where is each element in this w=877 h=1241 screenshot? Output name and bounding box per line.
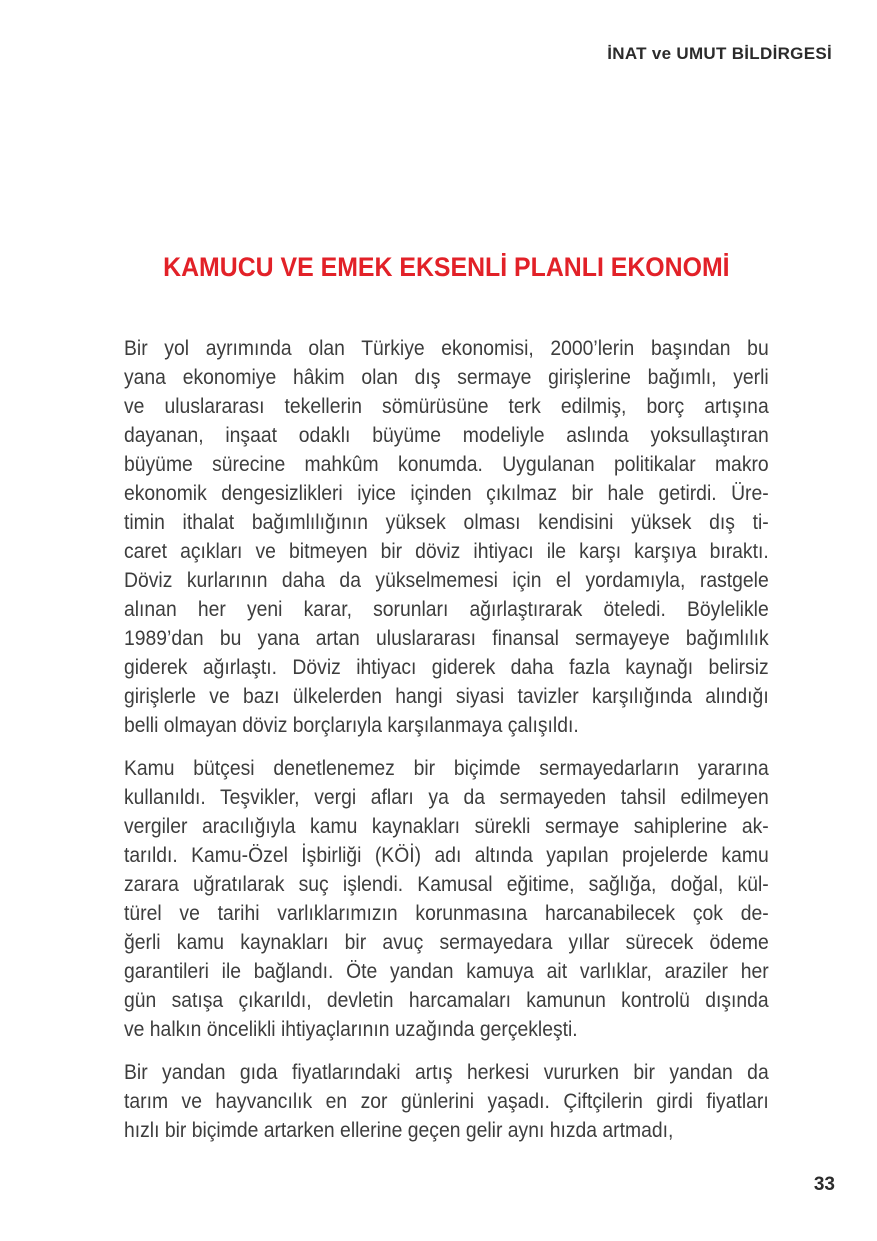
text-line: yana ekonomiye hâkim olan dış sermaye girişlerine bağımlı, yerli xyxy=(124,366,769,389)
text-line: timin ithalat bağımlılığının yüksek olması kendisini yüksek dış ti- xyxy=(124,511,769,534)
text-line: tarıldı. Kamu-Özel İşbirliği (KÖİ) adı altında yapılan projelerde kamu xyxy=(124,844,769,867)
text-line: vergiler aracılığıyla kamu kaynakları sürekli sermaye sahiplerine ak- xyxy=(124,815,769,838)
text-line: 1989’dan bu yana artan uluslararası finansal sermayeye bağımlılık xyxy=(124,627,769,650)
text-line: gün satışa çıkarıldı, devletin harcamaları kamunun kontrolü dışında xyxy=(124,989,769,1012)
text-line: Döviz kurlarının daha da yükselmemesi için el yordamıyla, rastgele xyxy=(124,569,769,592)
paragraph xyxy=(124,754,769,1044)
text-line: Bir yol ayrımında olan Türkiye ekonomisi, 2000’lerin başından bu xyxy=(124,337,769,360)
text-line: ve uluslararası tekellerin sömürüsüne terk edilmiş, borç artışına xyxy=(124,395,769,418)
text-line: türel ve tarihi varlıklarımızın korunmasına harcanabilecek çok de- xyxy=(124,902,769,925)
text-line: kullanıldı. Teşvikler, vergi afları ya da sermayeden tahsil edilmeyen xyxy=(124,786,769,809)
text-column xyxy=(124,0,769,1145)
chapter-title: KAMUCU VE EMEK EKSENLİ PLANLI EKONOMİ xyxy=(163,252,730,282)
text-line: zarara uğratılarak suç işlendi. Kamusal eğitime, sağlığa, doğal, kül- xyxy=(124,873,769,896)
text-line: ekonomik dengesizlikleri iyice içinden çıkılmaz bir hale getirdi. Üre- xyxy=(124,482,769,505)
text-line: alınan her yeni karar, sorunları ağırlaştırarak öteledi. Böylelikle xyxy=(124,598,769,621)
text-line: tarım ve hayvancılık en zor günlerini yaşadı. Çiftçilerin girdi fiyatları xyxy=(124,1090,769,1113)
text-line: girişlerle ve bazı ülkelerden hangi siyasi tavizler karşılığında alındığı xyxy=(124,685,769,708)
page-number: 33 xyxy=(813,1174,835,1195)
text-line: ve halkın öncelikli ihtiyaçlarının uzağında gerçekleşti. xyxy=(124,1018,578,1041)
text-line: Bir yandan gıda fiyatlarındaki artış herkesi vururken bir yandan da xyxy=(124,1061,769,1084)
text-line: ğerli kamu kaynakları bir avuç sermayedara yıllar sürecek ödeme xyxy=(124,931,769,954)
text-line: belli olmayan döviz borçlarıyla karşılanmaya çalışıldı. xyxy=(124,714,579,737)
paragraph xyxy=(124,1058,769,1145)
text-line: giderek ağırlaştı. Döviz ihtiyacı giderek daha fazla kaynağı belirsiz xyxy=(124,656,769,679)
running-header: İNAT ve UMUT BİLDİRGESİ xyxy=(607,44,832,63)
text-line: dayanan, inşaat odaklı büyüme modeliyle aslında yoksullaştıran xyxy=(124,424,769,447)
body-text xyxy=(124,334,769,1145)
text-line: hızlı bir biçimde artarken ellerine geçen gelir aynı hızda artmadı, xyxy=(124,1119,674,1142)
text-line: Kamu bütçesi denetlenemez bir biçimde sermayedarların yararına xyxy=(124,757,769,780)
text-line: caret açıkları ve bitmeyen bir döviz ihtiyacı ile karşı karşıya bıraktı. xyxy=(124,540,769,563)
text-line: büyüme sürecine mahkûm konumda. Uygulanan politikalar makro xyxy=(124,453,769,476)
text-line: garantileri ile bağlandı. Öte yandan kamuya ait varlıklar, araziler her xyxy=(124,960,769,983)
paragraph xyxy=(124,334,769,740)
